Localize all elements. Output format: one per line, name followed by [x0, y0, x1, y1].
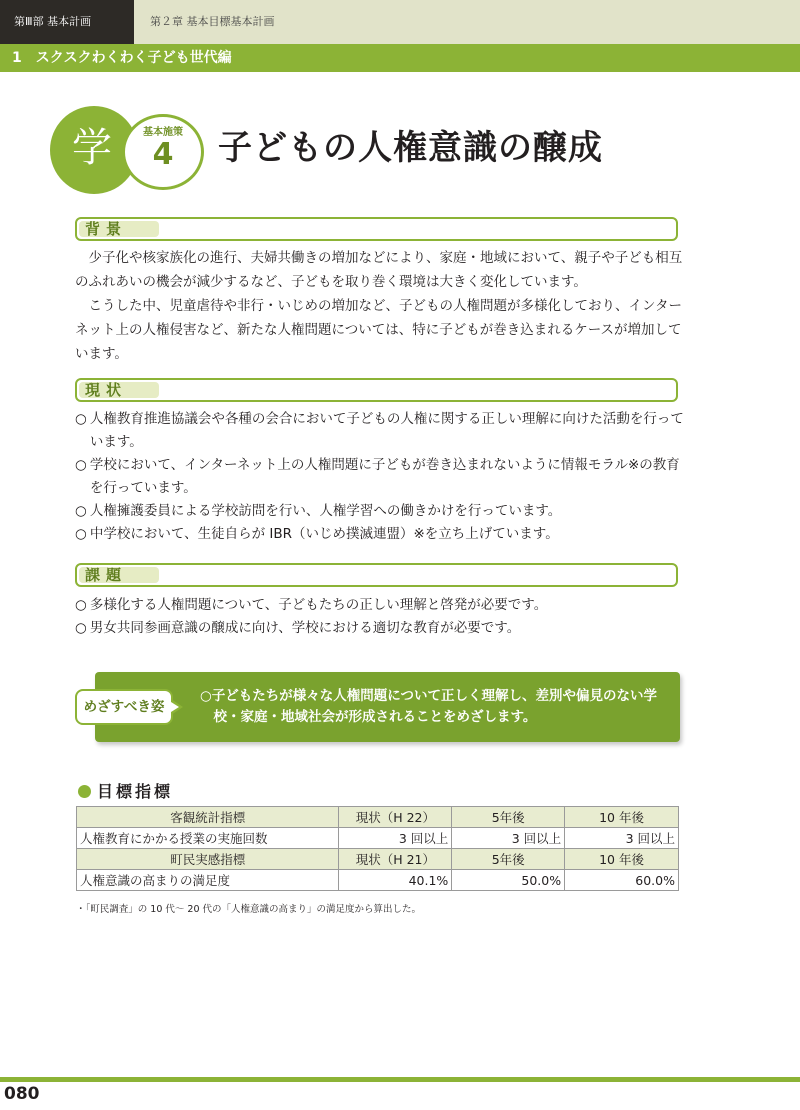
footer-line	[0, 1077, 800, 1082]
table-cell: 50.0%	[452, 870, 565, 891]
table-cell: 10 年後	[565, 849, 679, 870]
indicators-title: 目標指標	[78, 779, 173, 802]
circle-bullet-icon: ○	[75, 597, 87, 613]
table-cell: 40.1%	[339, 870, 452, 891]
indicators-note: ・「町民調査」の 10 代～ 20 代の「人権意識の高まり」の満足度から算出した。	[76, 904, 422, 915]
heading-issues	[75, 563, 678, 587]
table-cell: 5年後	[452, 849, 565, 870]
goal-arrow-inner	[171, 702, 179, 712]
list-item: ○ 男女共同参画意識の醸成に向け、学校における適切な教育が必要です。	[75, 617, 687, 640]
list-item: ○ 中学校において、生徒自らが IBR（いじめ撲滅連盟）※を立ち上げています。	[75, 523, 687, 546]
table-header-row	[77, 849, 679, 870]
goal-line-2: 校・家庭・地域社会が形成されることをめざします。	[213, 709, 537, 725]
heading-background-text: 背景	[85, 220, 128, 238]
table-cell: 3 回以上	[452, 828, 565, 849]
top-header-bar	[0, 0, 800, 44]
table-cell: 現状（H 21）	[339, 849, 452, 870]
table-row	[77, 870, 679, 891]
circle-bullet-icon: ○	[75, 620, 87, 636]
category-label: 学	[72, 125, 112, 171]
table-cell: 5年後	[452, 807, 565, 828]
circle-bullet-icon: ○	[75, 503, 87, 519]
page-number: 080	[4, 1084, 40, 1104]
table-cell: 町民実感指標	[77, 849, 339, 870]
table-cell: 10 年後	[565, 807, 679, 828]
table-cell: 現状（H 22）	[339, 807, 452, 828]
indicators-table	[76, 806, 679, 891]
list-item: ○ 人権擁護委員による学校訪問を行い、人権学習への働きかけを行っています。	[75, 500, 687, 523]
heading-issues-text: 課題	[85, 566, 128, 584]
page-title: 子どもの人権意識の醸成	[218, 128, 603, 168]
goal-line-1: ○子どもたちが様々な人権問題について正しく理解し、差別や偏見のない学	[200, 688, 658, 704]
table-header-row	[77, 807, 679, 828]
chapter-label: 第２章 基本目標基本計画	[150, 15, 275, 28]
table-cell: 客観統計指標	[77, 807, 339, 828]
table-cell: 人権教育にかかる授業の実施回数	[77, 828, 339, 849]
table-cell: 3 回以上	[339, 828, 452, 849]
circle-bullet-icon: ○	[75, 526, 87, 542]
list-item: ○ 人権教育推進協議会や各種の会合において子どもの人権に関する正しい理解に向けた活動を行っています。	[75, 408, 687, 454]
list-item: ○ 学校において、インターネット上の人権問題に子どもが巻き込まれないように情報モラル※の教育を行っています。	[75, 454, 687, 500]
circle-bullet-icon: ○	[75, 411, 87, 427]
table-cell: 60.0%	[565, 870, 679, 891]
measure-number: 4	[152, 137, 174, 172]
goal-text	[200, 686, 670, 728]
table-row	[77, 828, 679, 849]
issues-list	[75, 594, 687, 640]
heading-current	[75, 378, 678, 402]
goal-label: めざすべき姿	[75, 689, 173, 725]
circle-bullet-icon: ○	[75, 457, 87, 473]
current-list	[75, 408, 687, 546]
heading-background	[75, 217, 678, 241]
table-cell: 人権意識の高まりの満足度	[77, 870, 339, 891]
list-item: ○ 多様化する人権問題について、子どもたちの正しい理解と啓発が必要です。	[75, 594, 687, 617]
table-cell: 3 回以上	[565, 828, 679, 849]
measure-badge	[122, 114, 204, 190]
bullet-dot-icon	[78, 785, 91, 798]
background-paragraph-1: 少子化や核家族化の進行、夫婦共働きの増加などにより、家庭・地域において、親子や子ども相互のふれあいの機会が減少するなど、子どもを取り巻く環境は大きく変化しています。	[75, 250, 683, 290]
measure-label: 基本施策	[143, 127, 183, 138]
heading-current-text: 現状	[85, 381, 128, 399]
section-title: 1 スクスクわくわく子ども世代編	[0, 44, 800, 72]
part-label: 第Ⅲ部 基本計画	[0, 0, 134, 44]
background-paragraph-2: こうした中、児童虐待や非行・いじめの増加など、子どもの人権問題が多様化しており、インターネット上の人権侵害など、新たな人権問題については、特に子どもが巻き込まれるケースが増加しています。	[75, 298, 682, 362]
background-text	[75, 246, 687, 366]
